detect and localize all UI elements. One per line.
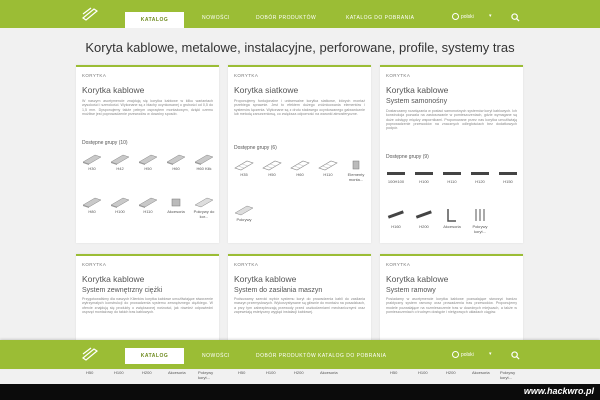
wire-tray-icon — [234, 159, 254, 171]
product-label: H100 — [115, 209, 125, 214]
product-label: H100 — [419, 179, 429, 184]
wire-tray-icon — [262, 159, 282, 171]
mounting-element-icon — [346, 159, 366, 171]
product-label: 100H100 — [387, 179, 405, 184]
cable-tray-icon — [82, 197, 102, 208]
groups-label: Dostępne grupy (9) — [386, 154, 429, 160]
card-kicker: KORYTKA — [234, 262, 259, 267]
language-select[interactable]: polski — [461, 14, 474, 20]
product-h60[interactable] — [287, 159, 313, 178]
cover-icon — [234, 204, 254, 216]
product-label: H60 — [296, 172, 304, 177]
rail-icon — [470, 170, 490, 178]
cable-tray-icon — [166, 154, 186, 165]
product-h150[interactable] — [495, 170, 521, 185]
top-nav — [0, 0, 600, 28]
product-label: Pokrywy koryt... — [472, 224, 488, 234]
product-label: Elementy monta... — [347, 172, 365, 182]
product-label: H150 — [503, 179, 513, 184]
rail-icon — [442, 170, 462, 178]
card-description: Dostarczamy rozwiązania w postaci samonośnych systemów koryt kablowych. Ich konstrukcja pozwala na zastosowanie w pomieszczeniach, gdzie wymagane są duże odstępy między wspornikami. Proponowane przez nas korytka umożliwiają poprowadzenie przewodów na znacznych odległościach bez dodatkowych podpór. — [386, 109, 517, 131]
tab-dobor-produktow[interactable]: DOBÓR PRODUKTÓW — [256, 353, 317, 359]
card-title[interactable]: Korytka kablowe — [82, 85, 145, 95]
groups-label: Dostępne grupy (6) — [234, 145, 277, 151]
product-label: Pokrywy do kor... — [193, 209, 215, 219]
product-akcesoria[interactable] — [439, 207, 465, 230]
tab-katalog[interactable]: KATALOG — [125, 348, 184, 364]
bracket-icon — [442, 207, 462, 223]
product-label[interactable]: H100 — [418, 370, 428, 375]
category-card[interactable] — [380, 254, 523, 344]
card-kicker: KORYTKA — [386, 262, 411, 267]
product-label[interactable]: H100 — [266, 370, 276, 375]
product-label: H160 — [391, 224, 401, 229]
wire-tray-icon — [290, 159, 310, 171]
rail-icon — [386, 170, 406, 178]
rail-icon — [386, 207, 406, 223]
category-card[interactable] — [228, 254, 371, 344]
caret-down-icon[interactable]: ▾ — [489, 13, 492, 19]
card-kicker: KORYTKA — [82, 262, 107, 267]
product-label[interactable]: H50 — [390, 370, 398, 375]
sticky-nav — [0, 340, 600, 369]
cable-tray-icon — [110, 197, 130, 208]
product-h120[interactable] — [467, 170, 493, 185]
globe-icon — [452, 351, 459, 358]
product-label[interactable]: Pokrywy koryt... — [500, 370, 516, 380]
footer-bar — [0, 384, 600, 400]
search-icon[interactable] — [511, 13, 520, 22]
globe-icon — [452, 13, 459, 20]
tab-katalog-do-pobrania[interactable]: KATALOG DO POBRANIA — [318, 353, 387, 359]
product-label[interactable]: H50 — [86, 370, 94, 375]
product-h50[interactable] — [259, 159, 285, 178]
product-pokrywy[interactable] — [467, 207, 493, 234]
product-h200[interactable] — [411, 207, 437, 230]
product-label[interactable]: H200 — [446, 370, 456, 375]
card-title[interactable]: Korytka siatkowe — [234, 85, 299, 95]
category-card[interactable] — [76, 254, 219, 344]
product-label: H30 — [88, 166, 96, 171]
rail-icon — [414, 170, 434, 178]
groups-label: Dostępne grupy (10) — [82, 140, 128, 146]
product-label: Pokrywy — [236, 217, 252, 222]
product-pokrywy[interactable] — [191, 197, 217, 219]
cable-tray-icon — [110, 154, 130, 165]
product-label: Akcesoria — [167, 209, 185, 214]
tab-dobor-produktow[interactable]: DOBÓR PRODUKTÓW — [256, 15, 317, 21]
product-h110[interactable] — [315, 159, 341, 178]
card-subtitle: System ramowy — [386, 287, 436, 294]
product-label: H50 — [268, 172, 276, 177]
product-h50[interactable] — [135, 154, 161, 172]
category-card[interactable] — [76, 65, 219, 243]
language-select[interactable]: polski — [461, 352, 474, 358]
accessory-icon — [166, 197, 186, 208]
cable-tray-icon — [194, 154, 214, 165]
watermark: www.hackwro.pl — [523, 386, 594, 396]
card-subtitle: System zewnętrzny ciężki — [82, 287, 163, 294]
product-label: H110 — [143, 209, 153, 214]
category-card[interactable] — [228, 65, 371, 243]
cover-icon — [194, 197, 214, 208]
product-label: H50 — [144, 166, 152, 171]
card-title[interactable]: Korytka kablowe — [386, 274, 449, 284]
product-label[interactable]: Akcesoria — [168, 370, 186, 375]
product-label[interactable]: H200 — [142, 370, 152, 375]
product-label: H110 — [323, 172, 333, 177]
product-h110[interactable] — [135, 197, 161, 215]
category-card[interactable] — [380, 65, 523, 243]
product-h160[interactable] — [383, 207, 409, 230]
product-h35[interactable] — [231, 159, 257, 178]
tab-nowosci[interactable]: NOWOŚCI — [202, 15, 230, 21]
card-description: Podsuwamy szeroki wybór systemu koryt do prowadzenia kabli do zasilania maszyn przemysłowych. Wykorzystywane są głównie do montażu na posadzkach, a przy tym zabezpieczają przewody przed uszkodzeniami mechanicznymi oraz zapewniają estetyczny wygląd instalacji kablowej. — [234, 297, 365, 314]
card-description: Przygotowaliśmy dla naszych Klientów korytka kablowe umożliwiające stworzenie wytrzymałych konstrukcji do prowadzenia systemu zewnętrznego ciężkiego. W ofercie znajdują się produkty o zwiększonej nośności, jak również odpowiedni osprzęt montażowy do takich tras kablowych. — [82, 297, 213, 314]
product-pokrywy[interactable] — [231, 204, 257, 223]
card-title[interactable]: Korytka kablowe — [234, 274, 297, 284]
caret-down-icon[interactable]: ▾ — [489, 351, 492, 357]
product-label[interactable]: Akcesoria — [320, 370, 338, 375]
card-subtitle: System samonośny — [386, 98, 448, 105]
product-label[interactable]: H50 — [238, 370, 246, 375]
card-title[interactable]: Korytka kablowe — [386, 85, 449, 95]
product-label: H200 — [419, 224, 429, 229]
tab-nowosci[interactable]: NOWOŚCI — [202, 353, 230, 359]
product-label[interactable]: Akcesoria — [472, 370, 490, 375]
search-icon[interactable] — [511, 351, 520, 360]
rail-icon — [414, 207, 434, 223]
product-h110[interactable] — [439, 170, 465, 185]
logo-icon[interactable] — [80, 344, 100, 364]
rail-icon — [498, 170, 518, 178]
product-label[interactable]: H100 — [114, 370, 124, 375]
product-h60-klik[interactable] — [191, 154, 217, 172]
card-description: W naszym asortymencie znajdują się korytka kablowe w kilku wariantach wysokości i szerokości. Wykonane są z blachy ocynkowanej o grubości od 0,5 do 1,5 mm. Dysponujemy także pełnym osprzętem montażowym, dzięki czemu możliwe jest poprowadzenie przewodów w dowolny sposób. — [82, 99, 213, 116]
card-kicker: KORYTKA — [234, 73, 259, 78]
product-label: H60 — [172, 166, 180, 171]
product-akcesoria[interactable] — [163, 197, 189, 215]
card-subtitle: System do zasilania maszyn — [234, 287, 323, 294]
tab-katalog[interactable]: KATALOG — [125, 12, 184, 28]
cable-tray-icon — [82, 154, 102, 165]
card-description: Proponujemy funkcjonalne i uniwersalne korytka siatkowe, których montaż przebiega sprawnie. Jest to efektem dużego zróżnicowania elementów i systemów łączenia. Wykonane są z drutu stalowego ocynkowanego galwanicznie lub metodą zanurzeniową, co zwiększa odporność na warunki atmosferyczne. — [234, 99, 365, 116]
product-label: H60 Klik — [196, 166, 212, 171]
product-label[interactable]: H200 — [294, 370, 304, 375]
product-elementy-montazowe[interactable] — [343, 159, 369, 182]
product-label: H120 — [475, 179, 485, 184]
product-label: H35 — [240, 172, 248, 177]
product-h60[interactable] — [163, 154, 189, 172]
bracket-icon — [470, 207, 490, 223]
card-kicker: KORYTKA — [82, 73, 107, 78]
product-h100[interactable] — [411, 170, 437, 185]
product-label: H42 — [116, 166, 124, 171]
logo-icon[interactable] — [80, 4, 100, 24]
card-description: Posiadamy w asortymencie korytka kablowe pozwalające stworzyć bardzo praktyczny system ramowy oraz prowadzenia tras przewodów. Proponujemy modele pozwalające na rozmieszczenie tras w dowolnych miejscach, a także w pomieszczeniach o trudnym dostępie i nietypowych układach ciągów. — [386, 297, 517, 314]
tab-katalog-do-pobrania[interactable]: KATALOG DO POBRANIA — [346, 15, 415, 21]
page-title: Koryta kablowe, metalowe, instalacyjne, perforowane, profile, systemy tras — [85, 40, 515, 55]
card-title[interactable]: Korytka kablowe — [82, 274, 145, 284]
cable-tray-icon — [138, 154, 158, 165]
product-label: H80 — [88, 209, 96, 214]
product-h42[interactable] — [107, 154, 133, 172]
product-label: Akcesoria — [443, 224, 461, 229]
card-kicker: KORYTKA — [386, 73, 411, 78]
wire-tray-icon — [318, 159, 338, 171]
product-label[interactable]: Pokrywy koryt... — [198, 370, 214, 380]
product-100h100[interactable] — [383, 170, 409, 185]
product-h100[interactable] — [107, 197, 133, 215]
product-h30[interactable] — [79, 154, 105, 172]
product-label: H110 — [447, 179, 457, 184]
product-h80[interactable] — [79, 197, 105, 215]
cable-tray-icon — [138, 197, 158, 208]
